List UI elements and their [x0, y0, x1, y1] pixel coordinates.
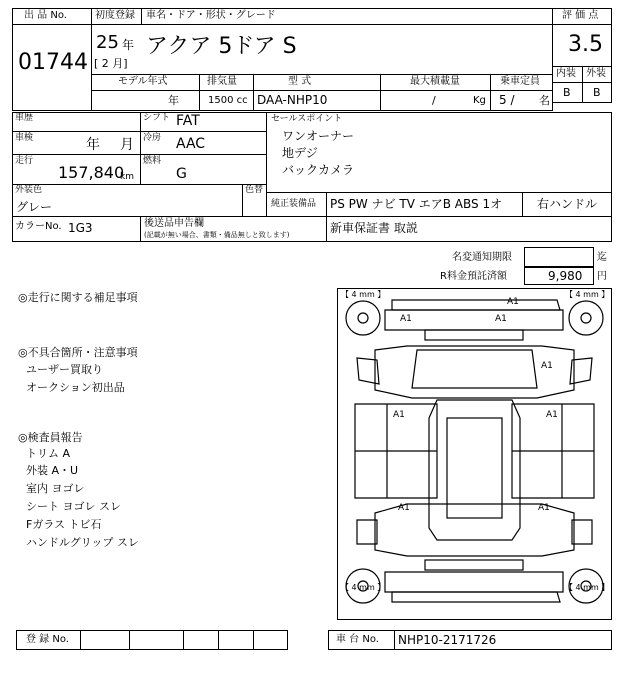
- displacement-header: 排気量: [207, 76, 237, 87]
- name-change-label: 名変通知期限: [452, 252, 512, 263]
- model-year-unit: 年: [168, 94, 179, 107]
- aircon-value: AAC: [176, 136, 206, 152]
- exterior-label: 外装: [586, 68, 606, 79]
- equipment-label: 純正装備品: [271, 199, 317, 209]
- driving-notes-title: ◎走行に関する補足事項: [18, 291, 138, 304]
- lot-number-label: 出 品 No.: [24, 10, 67, 21]
- exterior-color-value: グレー: [16, 200, 53, 214]
- model-code-header: 型 式: [288, 76, 312, 87]
- color-number-value: 1G3: [68, 221, 93, 235]
- sales-point-2: 地デジ: [282, 146, 318, 160]
- damage-mark: A1: [541, 361, 553, 371]
- registration-month: [ 2 月]: [94, 57, 128, 70]
- wheel-front-left: [346, 301, 380, 335]
- history-label: 車歴: [15, 113, 34, 123]
- sales-points-label: セールスポイント: [271, 114, 343, 124]
- color-number-label: カラーNo.: [15, 221, 62, 232]
- front-plate: [425, 330, 523, 340]
- roof-outline: [429, 400, 520, 540]
- inspection-label: 車検: [15, 133, 34, 143]
- mileage-label: 走行: [15, 156, 34, 166]
- later-docs-note: (記載が無い場合、書類・備品無しと致します): [144, 231, 290, 239]
- mileage-unit: km: [120, 172, 134, 182]
- sales-point-3: バックカメラ: [282, 163, 355, 177]
- wheel-front-left-inner: [358, 313, 368, 323]
- inspector-note-2: 外装 A・U: [26, 464, 79, 477]
- capacity-unit: 名: [539, 94, 550, 107]
- fuel-value: G: [176, 166, 187, 182]
- rear-plate: [425, 560, 523, 570]
- inspector-note-5: Fガラス トビ石: [26, 518, 102, 531]
- inspector-note-4: シート ヨゴレ スレ: [26, 500, 121, 513]
- chassis-number-value: NHP10-2171726: [398, 633, 497, 647]
- damage-mark: A1: [538, 503, 550, 513]
- equipment-value: PS PW ナビ TV エアB ABS 1オ: [330, 197, 503, 211]
- inspector-note-6: ハンドルグリップ スレ: [26, 536, 139, 549]
- name-change-unit: 迄: [597, 252, 607, 263]
- inspector-note-3: 室内 ヨゴレ: [26, 482, 85, 495]
- tire-front-right: 【 4 mm 】: [565, 290, 610, 299]
- registration-year-unit: 年: [122, 38, 135, 52]
- defect-note-2: オークション初出品: [26, 381, 125, 394]
- displacement-value: 1500 cc: [208, 95, 248, 106]
- steering-value: 右ハンドル: [537, 197, 598, 211]
- registration-number-label: 登 録 No.: [26, 634, 69, 645]
- interior-label: 内装: [556, 68, 576, 79]
- score-label: 評 価 点: [562, 10, 599, 21]
- recycle-label: R料金預託済額: [440, 271, 507, 282]
- later-docs-value: 新車保証書 取説: [330, 221, 418, 235]
- score-value: 3.5: [568, 32, 603, 57]
- wheel-front-right-inner: [581, 313, 591, 323]
- capacity-header: 乗車定員: [500, 76, 540, 87]
- aircon-label: 冷房: [143, 133, 162, 143]
- name-change-field: [524, 247, 594, 267]
- max-load-header: 最大積載量: [410, 76, 460, 87]
- inspector-title: ◎検査員報告: [18, 431, 83, 444]
- mileage-value: 157,840: [58, 163, 125, 182]
- rear-panel-outline: [385, 572, 563, 592]
- exterior-color-label: 外装色: [15, 185, 43, 195]
- lot-number: 01744: [18, 50, 88, 75]
- tire-rear-right: 【 4 mm 】: [565, 583, 610, 592]
- fuel-label: 燃料: [143, 156, 162, 166]
- tire-rear-left: 【 4 mm 】: [341, 583, 386, 592]
- damage-mark: A1: [507, 297, 519, 307]
- shift-value: FAT: [176, 113, 200, 129]
- damage-mark: A1: [400, 314, 412, 324]
- damage-mark: A1: [393, 410, 405, 420]
- car-name: アクア 5ドア S: [146, 34, 297, 59]
- interior-grade: B: [563, 86, 571, 99]
- damage-mark: A1: [398, 503, 410, 513]
- tire-front-left: 【 4 mm 】: [341, 290, 386, 299]
- max-load-unit: Kg: [473, 95, 486, 106]
- registration-year: 25: [96, 32, 119, 53]
- sales-point-1: ワンオーナー: [282, 129, 355, 143]
- defect-note-1: ユーザー買取り: [26, 363, 103, 376]
- recycle-unit: 円: [597, 271, 607, 282]
- chassis-number-label: 車 台 No.: [336, 634, 379, 645]
- inspector-note-1: トリム A: [26, 447, 71, 460]
- front-bumper-outline: [392, 297, 560, 310]
- recycle-value: 9,980: [548, 269, 583, 283]
- defects-title: ◎不具合箇所・注意事項: [18, 346, 138, 359]
- color-docs-box: [12, 216, 612, 242]
- damage-mark: A1: [495, 314, 507, 324]
- max-load-slash: /: [432, 94, 436, 107]
- first-registration-label: 初度登録: [95, 10, 135, 21]
- damage-mark: A1: [546, 410, 558, 420]
- shift-label: シフト: [143, 113, 171, 123]
- car-name-label: 車名・ドア・形状・グレード: [146, 10, 276, 21]
- exterior-grade: B: [593, 86, 601, 99]
- later-docs-label: 後送品申告欄: [144, 218, 204, 229]
- model-code-value: DAA-NHP10: [257, 93, 328, 107]
- wheel-front-right: [569, 301, 603, 335]
- model-year-header: モデル年式: [118, 76, 168, 87]
- car-diagram: [337, 288, 612, 620]
- capacity-value: 5 /: [499, 93, 515, 107]
- color-change-label: 色替: [245, 185, 264, 195]
- inspection-year-unit: 年: [86, 137, 100, 153]
- inspection-month-unit: 月: [120, 137, 134, 153]
- hood-outline: [375, 346, 574, 398]
- rear-bumper-outline: [392, 592, 560, 602]
